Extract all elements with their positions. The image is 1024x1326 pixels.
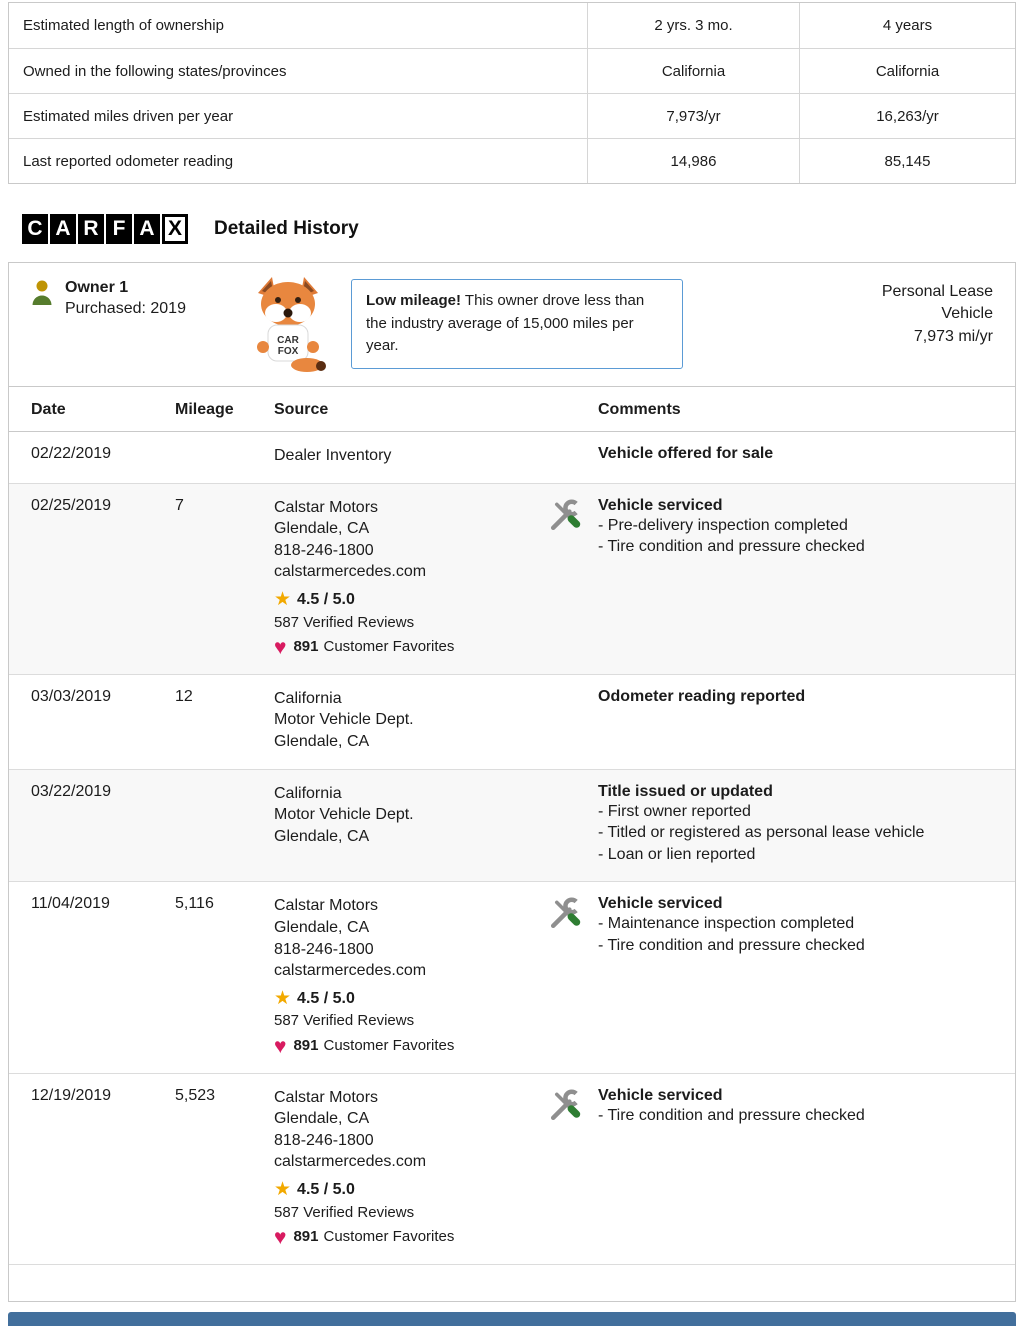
table-row (9, 48, 1015, 93)
service-wrench-icon (546, 497, 598, 658)
row-label: Estimated length of ownership (23, 17, 224, 34)
callout-emphasis: Low mileage! (366, 292, 462, 309)
event-mileage: 5,523 (175, 1086, 216, 1104)
row-value-owner2: 85,145 (799, 139, 1015, 183)
history-row (9, 484, 1015, 675)
dealer-phone: 818-246-1800 (274, 541, 374, 559)
dealer-city: Glendale, CA (274, 1110, 370, 1128)
col-header-mileage: Mileage (175, 401, 234, 418)
favorites-count: 891 (293, 1036, 319, 1054)
heart-icon: ♥ (274, 635, 287, 659)
history-row (9, 675, 1015, 770)
service-wrench-icon (546, 1087, 598, 1248)
vehicle-type-line2: Vehicle (941, 305, 993, 323)
service-wrench-icon (546, 895, 598, 1056)
favorites-label: Customer Favorites (323, 1036, 455, 1054)
history-row (9, 432, 1015, 484)
mascot-shirt-text-1: CAR (277, 335, 299, 346)
event-date: 02/25/2019 (31, 496, 112, 514)
favorites-label: Customer Favorites (323, 638, 455, 656)
heart-icon: ♥ (274, 1225, 287, 1249)
dealer-rating: 4.5 / 5.0 (297, 989, 355, 1007)
event-date: 12/19/2019 (31, 1086, 112, 1104)
detailed-history-header (8, 214, 1016, 244)
table-row (9, 138, 1015, 183)
event-comments: Odometer reading reported (598, 687, 806, 705)
table-row (9, 3, 1015, 48)
favorites-label: Customer Favorites (323, 1228, 455, 1246)
event-date: 02/22/2019 (31, 445, 112, 462)
row-value-owner1: 14,986 (587, 139, 799, 183)
row-value-owner2: 4 years (799, 3, 1015, 48)
logo-letter: A (50, 214, 76, 244)
history-table-header (9, 387, 1015, 432)
event-date: 03/22/2019 (31, 782, 112, 800)
carfax-logo (22, 214, 190, 244)
table-row (9, 93, 1015, 138)
ownership-summary-table (8, 2, 1016, 184)
detailed-history-panel (8, 262, 1016, 1302)
event-source-dealer (274, 1087, 546, 1248)
event-mileage: 5,116 (175, 895, 214, 913)
row-value-owner1: 7,973/yr (587, 94, 799, 138)
dealer-name: Calstar Motors (274, 897, 379, 915)
event-comments: Vehicle serviced - Tire condition and pressure checked (598, 1086, 865, 1124)
col-header-source: Source (274, 401, 329, 418)
dealer-city: Glendale, CA (274, 918, 370, 936)
event-source: Dealer Inventory (274, 447, 392, 464)
history-row (9, 882, 1015, 1073)
star-icon: ★ (274, 988, 292, 1010)
dealer-reviews: 587 Verified Reviews (274, 1203, 415, 1221)
event-source-dealer (274, 497, 546, 658)
next-section-bar (8, 1312, 1016, 1326)
event-mileage: 12 (175, 687, 193, 705)
logo-letter: C (22, 214, 48, 244)
event-comments: Vehicle serviced - Maintenance inspection completed - Tire condition and pressure checked (598, 895, 865, 954)
dealer-rating: 4.5 / 5.0 (297, 1180, 355, 1198)
logo-letter-x: X (162, 214, 188, 244)
logo-letter: R (78, 214, 104, 244)
dealer-website: calstarmercedes.com (274, 563, 427, 581)
car-fox-mascot-icon (243, 275, 333, 378)
event-mileage (175, 783, 274, 866)
row-value-owner2: California (799, 49, 1015, 93)
event-source-dealer (274, 895, 546, 1056)
event-comments: Vehicle serviced - Pre-delivery inspection completed - Tire condition and pressure checked (598, 496, 865, 556)
event-comments: Title issued or updated - First owner reported - Titled or registered as personal lease vehicle - Loan or lien reported (598, 782, 925, 863)
logo-letter: F (106, 214, 132, 244)
row-value-owner1: California (587, 49, 799, 93)
vehicle-type-line1: Personal Lease (881, 283, 993, 300)
event-source: California Motor Vehicle Dept. Glendale, CA (274, 784, 414, 845)
dealer-phone: 818-246-1800 (274, 1131, 374, 1149)
star-icon: ★ (274, 1179, 292, 1201)
star-icon: ★ (274, 589, 292, 611)
low-mileage-callout (351, 279, 683, 369)
dealer-website: calstarmercedes.com (274, 1153, 427, 1171)
heart-icon: ♥ (274, 1034, 287, 1058)
dealer-rating: 4.5 / 5.0 (297, 590, 355, 608)
owner-purchased: Purchased: 2019 (65, 300, 186, 317)
col-header-comments: Comments (598, 401, 681, 418)
event-comments: Vehicle offered for sale (598, 445, 774, 462)
event-date: 11/04/2019 (31, 895, 110, 913)
dealer-reviews: 587 Verified Reviews (274, 613, 415, 631)
owner-person-icon (31, 279, 53, 318)
page-title: Detailed History (214, 218, 359, 239)
owner-vehicle-type (882, 279, 993, 348)
dealer-reviews: 587 Verified Reviews (274, 1012, 415, 1030)
event-date: 03/03/2019 (31, 687, 112, 705)
event-mileage: 7 (175, 496, 184, 514)
dealer-name: Calstar Motors (274, 498, 379, 516)
callout-text: This owner drove less than the industry average of 15,000 miles per year. (366, 292, 645, 354)
annual-mileage: 7,973 mi/yr (913, 327, 993, 345)
favorites-count: 891 (293, 1228, 319, 1246)
dealer-name: Calstar Motors (274, 1088, 379, 1106)
favorites-count: 891 (293, 638, 319, 656)
owner-identity (31, 279, 243, 318)
history-row (9, 1074, 1015, 1265)
logo-letter: A (134, 214, 160, 244)
event-mileage (175, 445, 274, 467)
owner-name: Owner 1 (65, 279, 129, 296)
col-header-date: Date (31, 401, 66, 418)
row-label: Estimated miles driven per year (23, 107, 234, 125)
row-value-owner1: 2 yrs. 3 mo. (587, 3, 799, 48)
row-label: Last reported odometer reading (23, 152, 234, 170)
event-source: California Motor Vehicle Dept. Glendale, CA (274, 689, 414, 750)
row-value-owner2: 16,263/yr (799, 94, 1015, 138)
dealer-phone: 818-246-1800 (274, 940, 374, 958)
mascot-shirt-text-2: FOX (277, 346, 299, 357)
row-label: Owned in the following states/provinces (23, 62, 287, 80)
dealer-city: Glendale, CA (274, 520, 370, 538)
owner-header (9, 263, 1015, 387)
dealer-website: calstarmercedes.com (274, 962, 427, 980)
history-row (9, 770, 1015, 883)
